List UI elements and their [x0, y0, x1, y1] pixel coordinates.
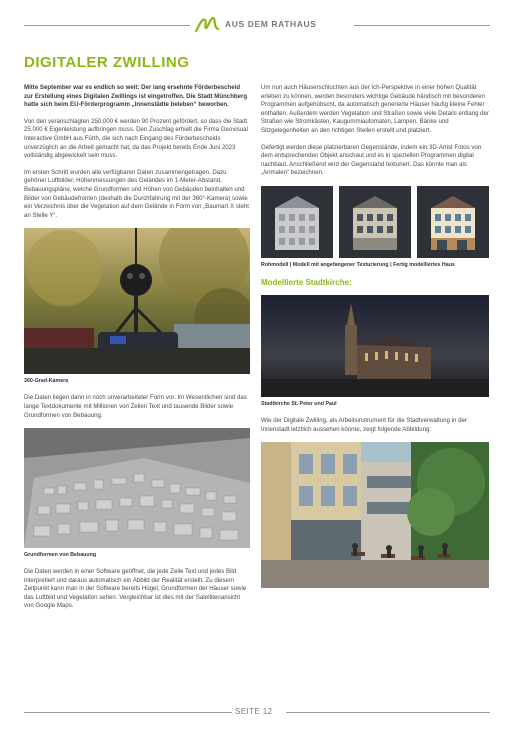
house-model-row	[261, 186, 489, 258]
page-number: SEITE 12	[235, 707, 273, 716]
caption-church: Stadtkirche St. Peter und Paul	[261, 400, 337, 407]
caption-360-camera: 360-Grad-Kamera	[24, 378, 69, 385]
paragraph-data-collection: Im ersten Schritt wurden alle verfügbaren Daten zusammengetragen. Dazu gehören Luftbilder, Höhenmessungen des Geländes im 1-Meter-Abstand, Bebauungspläne, welche Grundformen und Höhen von Gebäuden beinhalten und Bilder von Gebäudefronten (deshalb die Durchfahrung mit der 360°-Kamera) sowie ein Verzeichnis über die Vegetation auf dem Gelände in Form von „Baumart X steht an Stelle Y“.	[24, 168, 249, 219]
subhead-church: Modellierte Stadtkirche:	[261, 277, 352, 287]
header-rule-right	[354, 25, 490, 26]
lead-paragraph: Mitte September war es endlich so weit: Der lang ersehnte Förderbescheid zur Erstellung eines Digitalen Zwillings ist eingetroffen. Die Stadt Münchberg hatte sich beim EU-Förderprogramm „Innenstädte beleben“ beworben.	[24, 84, 248, 109]
image-building-massing	[24, 428, 250, 548]
caption-house-models: Rohmodell | Modell mit angefangener Texturierung | Fertig modelliertes Haus	[261, 261, 455, 268]
page-header	[24, 14, 490, 36]
left-column	[24, 84, 250, 619]
image-church-model	[261, 295, 489, 397]
article-headline: DIGITALER ZWILLING	[24, 54, 190, 71]
right-column	[261, 84, 489, 588]
paragraph-funding: Von den veranschlagten 250.000 € werden 90 Prozent gefördert, so dass die Stadt 25.000 € Eigenleistung aufbringen muss. Den Zuschlag erhielt die Firma Geovisual Interactive GmbH aus Fürth, die sich nach Eingang des Förderbescheids unverzüglich an die Arbeit gemacht hat, da das Projekt bereits Ende Juni 2023 vollständig abgewickelt sein muss.	[24, 117, 248, 160]
image-street-scene	[261, 442, 489, 588]
paragraph-software: Die Daten werden in einer Software geöffnet, die jede Zeile Text und jedes Bild interpretiert und daraus automatisch ein Abbild der Realität erstellt. Zu diesem Zeitpunkt kann man in der Software bereits Hügel, Grundformen der Häuser sowie das Luftbild und Vegetation sehen. Vergleichbar ist dies mit der Satellitenansicht von Google Maps.	[24, 568, 247, 610]
footer-rule-right	[286, 712, 490, 713]
paragraph-detailing: Um nun auch Häuserschluchten aus der Ich-Perspektive in einer hohen Qualität erleben zu können, werden besonders wichtige Gebäude händisch mit besonderen Programmen aufgehübscht, da automatisch generierte Häuser häufig kleine Fehler enthalten. Außerdem werden Vegetation und Straßen sowie viele Details entlang der Straßen wie Stromkästen, Kaugummiautomaten, Lampen, Bänke und Sitzgelegenheiten an den richtigen Stellen erstellt und platziert.	[261, 84, 489, 134]
paragraph-digital-twin-outlook: Wie der Digitale Zwilling, als Arbeitsinstrument für die Stadtverwaltung in der Innenstadt letztlich aussehen könnte, zeigt folgende Abbildung:	[261, 416, 467, 433]
footer-rule-left	[24, 712, 232, 713]
page-footer	[24, 706, 490, 720]
paragraph-3d-artist: Gefertigt werden diese platzierbaren Gegenstände, indem ein 3D-Artist Fotos von dem entsprechenden Objekt anschaut und es in speziellen Programmen digital nachbaut. Anschließend wird der Gegenstand texturiert. Das könnte man als „Anmalen“ bezeichnen.	[261, 143, 482, 177]
image-raw-model	[261, 186, 333, 258]
image-finished-model	[417, 186, 489, 258]
green-m-logo-icon	[194, 14, 220, 34]
header-rule-left	[24, 25, 190, 26]
photo-360-camera	[24, 228, 250, 374]
image-partly-textured-model	[339, 186, 411, 258]
caption-building-massing: Grundformen von Bebauung	[24, 552, 97, 559]
paragraph-raw-data: Die Daten liegen dann in noch unverarbeiteter Form vor. Im Wesentlichen sind das lange Textdokumente mit Millionen von Zeilen Text und tausende Bilder sowie Grundformen von Bebauung.	[24, 394, 247, 419]
section-title: AUS DEM RATHAUS	[225, 19, 317, 29]
